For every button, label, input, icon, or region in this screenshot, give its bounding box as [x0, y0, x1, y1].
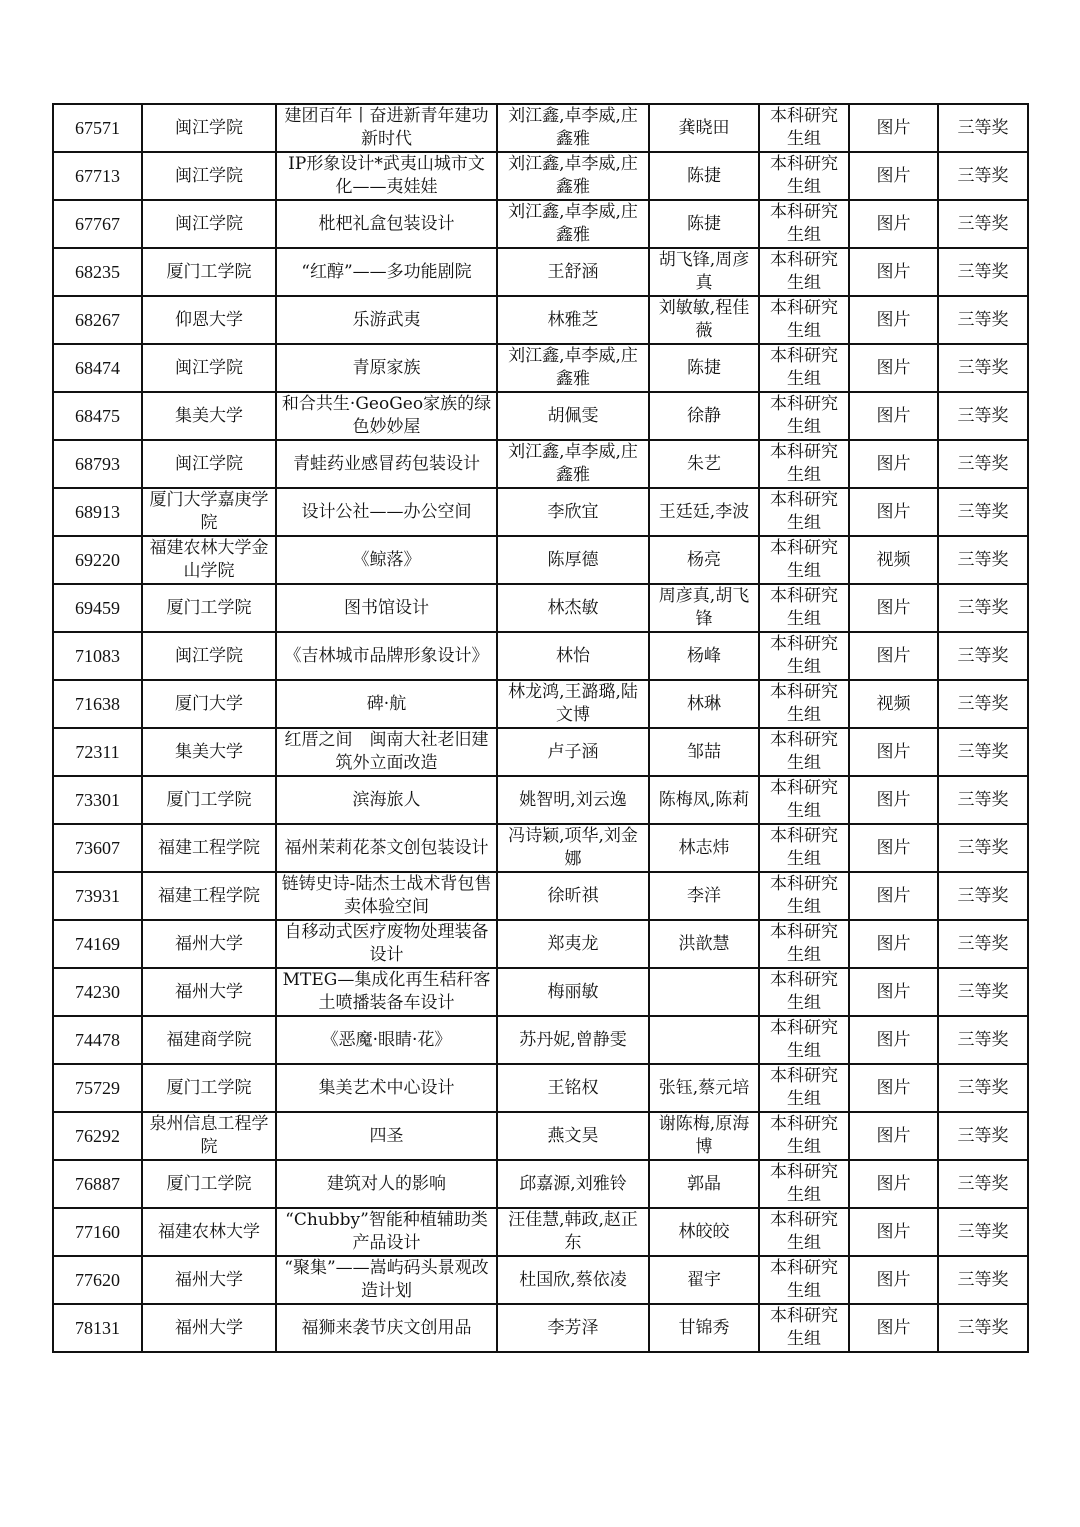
advisors-cell: 林琳	[649, 680, 759, 728]
school-cell: 闽江学院	[142, 152, 276, 200]
entry-id-cell: 73301	[53, 776, 142, 824]
authors-cell: 胡佩雯	[497, 392, 649, 440]
work-type-cell: 图片	[849, 488, 938, 536]
table-row	[53, 152, 1028, 200]
authors-cell: 杜国欣,蔡依凌	[497, 1256, 649, 1304]
work-type-cell: 图片	[849, 1016, 938, 1064]
entry-id-cell: 74169	[53, 920, 142, 968]
work-type-cell: 图片	[849, 1304, 938, 1352]
group-cell: 本科研究生组	[759, 344, 849, 392]
authors-cell: 卢子涵	[497, 728, 649, 776]
school-cell: 集美大学	[142, 392, 276, 440]
award-cell: 三等奖	[938, 488, 1028, 536]
table-row	[53, 680, 1028, 728]
award-cell: 三等奖	[938, 1160, 1028, 1208]
advisors-cell: 李洋	[649, 872, 759, 920]
group-cell: 本科研究生组	[759, 248, 849, 296]
school-cell: 闽江学院	[142, 200, 276, 248]
work-title-cell: 青原家族	[276, 344, 497, 392]
work-title-cell: 和合共生·GeoGeo家族的绿色妙妙屋	[276, 392, 497, 440]
authors-cell: 王舒涵	[497, 248, 649, 296]
awards-table-body	[53, 104, 1028, 1352]
school-cell: 仰恩大学	[142, 296, 276, 344]
entry-id-cell: 77160	[53, 1208, 142, 1256]
award-cell: 三等奖	[938, 1112, 1028, 1160]
work-type-cell: 图片	[849, 200, 938, 248]
award-cell: 三等奖	[938, 1208, 1028, 1256]
award-cell: 三等奖	[938, 200, 1028, 248]
entry-id-cell: 74230	[53, 968, 142, 1016]
advisors-cell: 郭晶	[649, 1160, 759, 1208]
award-cell: 三等奖	[938, 152, 1028, 200]
school-cell: 闽江学院	[142, 344, 276, 392]
work-type-cell: 图片	[849, 1208, 938, 1256]
work-type-cell: 图片	[849, 872, 938, 920]
entry-id-cell: 68793	[53, 440, 142, 488]
table-row	[53, 584, 1028, 632]
entry-id-cell: 69220	[53, 536, 142, 584]
authors-cell: 陈厚德	[497, 536, 649, 584]
entry-id-cell: 67571	[53, 104, 142, 152]
award-cell: 三等奖	[938, 1016, 1028, 1064]
award-cell: 三等奖	[938, 632, 1028, 680]
work-type-cell: 图片	[849, 1160, 938, 1208]
entry-id-cell: 71083	[53, 632, 142, 680]
group-cell: 本科研究生组	[759, 680, 849, 728]
work-type-cell: 图片	[849, 632, 938, 680]
award-cell: 三等奖	[938, 1256, 1028, 1304]
award-cell: 三等奖	[938, 344, 1028, 392]
authors-cell: 刘江鑫,卓李威,庄鑫雅	[497, 152, 649, 200]
entry-id-cell: 68474	[53, 344, 142, 392]
school-cell: 福州大学	[142, 920, 276, 968]
group-cell: 本科研究生组	[759, 536, 849, 584]
table-row	[53, 968, 1028, 1016]
table-row	[53, 200, 1028, 248]
group-cell: 本科研究生组	[759, 1112, 849, 1160]
advisors-cell: 陈梅凤,陈莉	[649, 776, 759, 824]
table-row	[53, 1064, 1028, 1112]
school-cell: 福建商学院	[142, 1016, 276, 1064]
advisors-cell: 洪歆慧	[649, 920, 759, 968]
school-cell: 闽江学院	[142, 104, 276, 152]
school-cell: 福建农林大学	[142, 1208, 276, 1256]
work-title-cell: 四圣	[276, 1112, 497, 1160]
group-cell: 本科研究生组	[759, 1256, 849, 1304]
work-title-cell: 设计公社——办公空间	[276, 488, 497, 536]
work-type-cell: 图片	[849, 1064, 938, 1112]
school-cell: 福建工程学院	[142, 872, 276, 920]
entry-id-cell: 76292	[53, 1112, 142, 1160]
work-type-cell: 图片	[849, 824, 938, 872]
work-title-cell: IP形象设计*武夷山城市文化——夷娃娃	[276, 152, 497, 200]
work-title-cell: 建筑对人的影响	[276, 1160, 497, 1208]
work-title-cell: 自移动式医疗废物处理装备设计	[276, 920, 497, 968]
authors-cell: 李欣宜	[497, 488, 649, 536]
work-type-cell: 图片	[849, 776, 938, 824]
award-cell: 三等奖	[938, 584, 1028, 632]
award-cell: 三等奖	[938, 920, 1028, 968]
advisors-cell: 徐静	[649, 392, 759, 440]
advisors-cell: 王廷廷,李波	[649, 488, 759, 536]
work-type-cell: 图片	[849, 344, 938, 392]
award-cell: 三等奖	[938, 776, 1028, 824]
work-title-cell: “聚集”——嵩屿码头景观改造计划	[276, 1256, 497, 1304]
table-row	[53, 296, 1028, 344]
advisors-cell: 陈捷	[649, 344, 759, 392]
entry-id-cell: 73931	[53, 872, 142, 920]
awards-table	[52, 103, 1029, 1353]
award-cell: 三等奖	[938, 1064, 1028, 1112]
work-title-cell: 滨海旅人	[276, 776, 497, 824]
table-row	[53, 776, 1028, 824]
group-cell: 本科研究生组	[759, 1016, 849, 1064]
group-cell: 本科研究生组	[759, 872, 849, 920]
work-title-cell: 链铸史诗-陆杰士战术背包售卖体验空间	[276, 872, 497, 920]
entry-id-cell: 67767	[53, 200, 142, 248]
school-cell: 福州大学	[142, 1256, 276, 1304]
work-title-cell: 福狮来袭节庆文创用品	[276, 1304, 497, 1352]
entry-id-cell: 72311	[53, 728, 142, 776]
entry-id-cell: 68235	[53, 248, 142, 296]
group-cell: 本科研究生组	[759, 488, 849, 536]
work-title-cell: 图书馆设计	[276, 584, 497, 632]
award-cell: 三等奖	[938, 824, 1028, 872]
award-cell: 三等奖	[938, 296, 1028, 344]
advisors-cell: 林皎皎	[649, 1208, 759, 1256]
school-cell: 厦门大学	[142, 680, 276, 728]
work-title-cell: “Chubby”智能种植辅助类产品设计	[276, 1208, 497, 1256]
table-row	[53, 1256, 1028, 1304]
award-cell: 三等奖	[938, 680, 1028, 728]
table-row	[53, 632, 1028, 680]
work-type-cell: 图片	[849, 1112, 938, 1160]
school-cell: 集美大学	[142, 728, 276, 776]
work-title-cell: 青蛙药业感冒药包装设计	[276, 440, 497, 488]
authors-cell: 梅丽敏	[497, 968, 649, 1016]
work-title-cell: 《恶魔·眼睛·花》	[276, 1016, 497, 1064]
advisors-cell: 胡飞锋,周彦真	[649, 248, 759, 296]
work-title-cell: 建团百年丨奋进新青年建功新时代	[276, 104, 497, 152]
entry-id-cell: 69459	[53, 584, 142, 632]
group-cell: 本科研究生组	[759, 200, 849, 248]
school-cell: 厦门工学院	[142, 584, 276, 632]
advisors-cell: 林志炜	[649, 824, 759, 872]
group-cell: 本科研究生组	[759, 920, 849, 968]
work-title-cell: 福州茉莉花茶文创包装设计	[276, 824, 497, 872]
award-cell: 三等奖	[938, 392, 1028, 440]
school-cell: 福州大学	[142, 1304, 276, 1352]
authors-cell: 刘江鑫,卓李威,庄鑫雅	[497, 440, 649, 488]
advisors-cell: 翟宇	[649, 1256, 759, 1304]
group-cell: 本科研究生组	[759, 152, 849, 200]
authors-cell: 冯诗颖,项华,刘金娜	[497, 824, 649, 872]
entry-id-cell: 68913	[53, 488, 142, 536]
table-row	[53, 536, 1028, 584]
advisors-cell: 周彦真,胡飞锋	[649, 584, 759, 632]
award-cell: 三等奖	[938, 1304, 1028, 1352]
work-type-cell: 图片	[849, 392, 938, 440]
authors-cell: 姚智明,刘云逸	[497, 776, 649, 824]
table-row	[53, 1160, 1028, 1208]
advisors-cell: 朱艺	[649, 440, 759, 488]
award-cell: 三等奖	[938, 728, 1028, 776]
authors-cell: 林杰敏	[497, 584, 649, 632]
group-cell: 本科研究生组	[759, 968, 849, 1016]
work-type-cell: 图片	[849, 104, 938, 152]
table-row	[53, 248, 1028, 296]
school-cell: 福建农林大学金山学院	[142, 536, 276, 584]
advisors-cell: 谢陈梅,原海博	[649, 1112, 759, 1160]
work-type-cell: 图片	[849, 248, 938, 296]
authors-cell: 刘江鑫,卓李威,庄鑫雅	[497, 200, 649, 248]
work-type-cell: 视频	[849, 680, 938, 728]
entry-id-cell: 68267	[53, 296, 142, 344]
advisors-cell	[649, 968, 759, 1016]
group-cell: 本科研究生组	[759, 1064, 849, 1112]
school-cell: 福州大学	[142, 968, 276, 1016]
authors-cell: 刘江鑫,卓李威,庄鑫雅	[497, 104, 649, 152]
school-cell: 厦门大学嘉庚学院	[142, 488, 276, 536]
authors-cell: 苏丹妮,曾静雯	[497, 1016, 649, 1064]
work-title-cell: 《鲸落》	[276, 536, 497, 584]
school-cell: 厦门工学院	[142, 776, 276, 824]
advisors-cell: 甘锦秀	[649, 1304, 759, 1352]
group-cell: 本科研究生组	[759, 1208, 849, 1256]
table-row	[53, 392, 1028, 440]
work-title-cell: 乐游武夷	[276, 296, 497, 344]
table-row	[53, 440, 1028, 488]
authors-cell: 刘江鑫,卓李威,庄鑫雅	[497, 344, 649, 392]
entry-id-cell: 75729	[53, 1064, 142, 1112]
group-cell: 本科研究生组	[759, 776, 849, 824]
entry-id-cell: 68475	[53, 392, 142, 440]
group-cell: 本科研究生组	[759, 728, 849, 776]
advisors-cell: 杨峰	[649, 632, 759, 680]
table-row	[53, 1016, 1028, 1064]
work-type-cell: 图片	[849, 440, 938, 488]
group-cell: 本科研究生组	[759, 296, 849, 344]
school-cell: 闽江学院	[142, 440, 276, 488]
entry-id-cell: 77620	[53, 1256, 142, 1304]
table-row	[53, 872, 1028, 920]
advisors-cell: 龚晓田	[649, 104, 759, 152]
school-cell: 厦门工学院	[142, 248, 276, 296]
advisors-cell	[649, 1016, 759, 1064]
authors-cell: 燕文昊	[497, 1112, 649, 1160]
work-type-cell: 图片	[849, 584, 938, 632]
award-cell: 三等奖	[938, 440, 1028, 488]
work-title-cell: “红醇”——多功能剧院	[276, 248, 497, 296]
table-row	[53, 344, 1028, 392]
group-cell: 本科研究生组	[759, 584, 849, 632]
authors-cell: 李芳泽	[497, 1304, 649, 1352]
work-type-cell: 视频	[849, 536, 938, 584]
work-title-cell: 集美艺术中心设计	[276, 1064, 497, 1112]
school-cell: 福建工程学院	[142, 824, 276, 872]
group-cell: 本科研究生组	[759, 1160, 849, 1208]
award-cell: 三等奖	[938, 968, 1028, 1016]
entry-id-cell: 71638	[53, 680, 142, 728]
group-cell: 本科研究生组	[759, 632, 849, 680]
entry-id-cell: 76887	[53, 1160, 142, 1208]
advisors-cell: 杨亮	[649, 536, 759, 584]
authors-cell: 汪佳慧,韩政,赵正东	[497, 1208, 649, 1256]
award-cell: 三等奖	[938, 104, 1028, 152]
entry-id-cell: 78131	[53, 1304, 142, 1352]
group-cell: 本科研究生组	[759, 440, 849, 488]
work-title-cell: 枇杷礼盒包装设计	[276, 200, 497, 248]
entry-id-cell: 73607	[53, 824, 142, 872]
authors-cell: 林龙鸿,王潞璐,陆文博	[497, 680, 649, 728]
group-cell: 本科研究生组	[759, 104, 849, 152]
advisors-cell: 邹喆	[649, 728, 759, 776]
work-type-cell: 图片	[849, 1256, 938, 1304]
work-type-cell: 图片	[849, 152, 938, 200]
award-cell: 三等奖	[938, 248, 1028, 296]
advisors-cell: 陈捷	[649, 200, 759, 248]
authors-cell: 邱嘉源,刘雅铃	[497, 1160, 649, 1208]
work-type-cell: 图片	[849, 296, 938, 344]
table-row	[53, 920, 1028, 968]
school-cell: 厦门工学院	[142, 1064, 276, 1112]
table-row	[53, 104, 1028, 152]
authors-cell: 郑夷龙	[497, 920, 649, 968]
authors-cell: 林雅芝	[497, 296, 649, 344]
table-row	[53, 728, 1028, 776]
table-row	[53, 1304, 1028, 1352]
advisors-cell: 张钰,蔡元培	[649, 1064, 759, 1112]
authors-cell: 王铭权	[497, 1064, 649, 1112]
school-cell: 闽江学院	[142, 632, 276, 680]
advisors-cell: 陈捷	[649, 152, 759, 200]
school-cell: 厦门工学院	[142, 1160, 276, 1208]
table-row	[53, 824, 1028, 872]
table-row	[53, 1112, 1028, 1160]
entry-id-cell: 74478	[53, 1016, 142, 1064]
work-title-cell: 红厝之间 闽南大社老旧建筑外立面改造	[276, 728, 497, 776]
award-cell: 三等奖	[938, 536, 1028, 584]
table-row	[53, 1208, 1028, 1256]
group-cell: 本科研究生组	[759, 392, 849, 440]
group-cell: 本科研究生组	[759, 1304, 849, 1352]
work-title-cell: MTEG—集成化再生秸秆客土喷播装备车设计	[276, 968, 497, 1016]
group-cell: 本科研究生组	[759, 824, 849, 872]
table-row	[53, 488, 1028, 536]
authors-cell: 徐昕祺	[497, 872, 649, 920]
work-title-cell: 《吉林城市品牌形象设计》	[276, 632, 497, 680]
authors-cell: 林怡	[497, 632, 649, 680]
school-cell: 泉州信息工程学院	[142, 1112, 276, 1160]
work-title-cell: 碑·航	[276, 680, 497, 728]
work-type-cell: 图片	[849, 920, 938, 968]
award-cell: 三等奖	[938, 872, 1028, 920]
advisors-cell: 刘敏敏,程佳薇	[649, 296, 759, 344]
entry-id-cell: 67713	[53, 152, 142, 200]
work-type-cell: 图片	[849, 968, 938, 1016]
work-type-cell: 图片	[849, 728, 938, 776]
